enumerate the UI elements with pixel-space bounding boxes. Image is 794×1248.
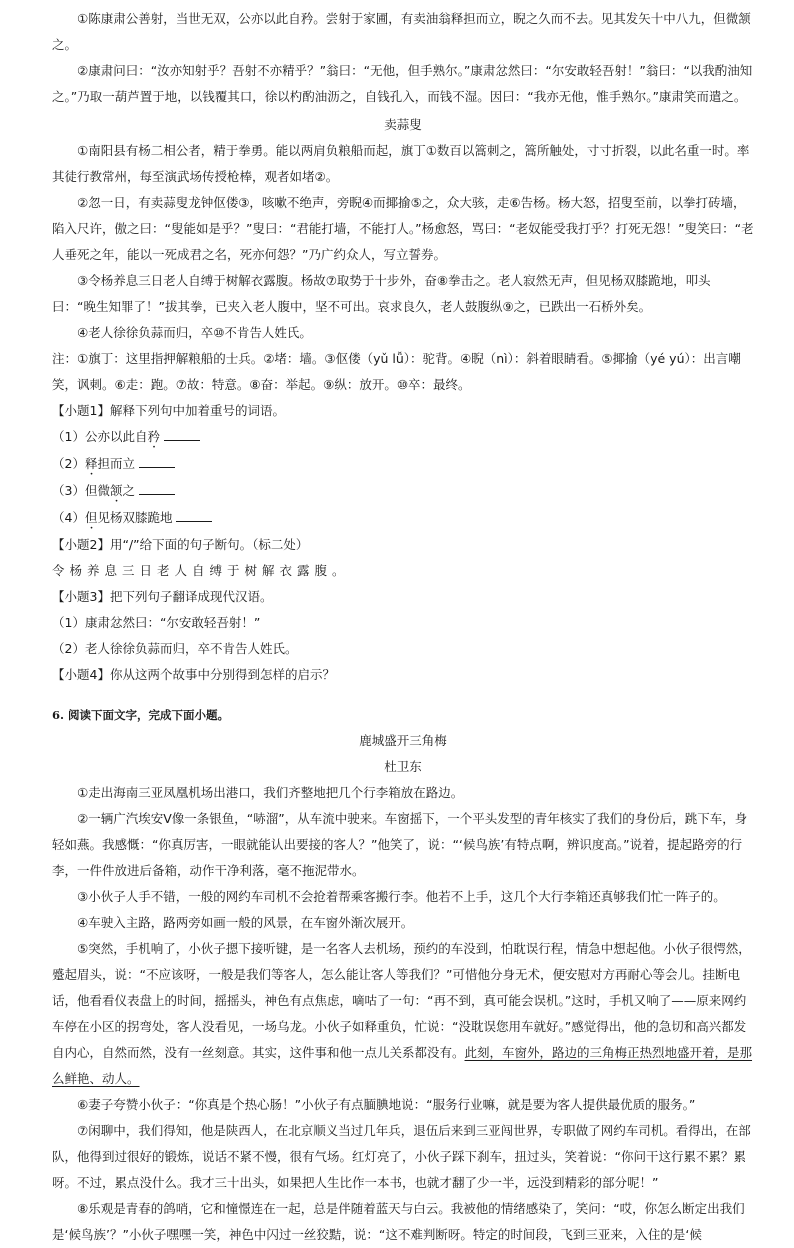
question-2: 【小题2】用“/”给下面的句子断句。（标二处） [52, 537, 309, 552]
emphasized-word: 颔 [109, 483, 123, 498]
story2-notes: 注：①旗丁：这里指押解粮船的士兵。②堵：墙。③伛偻（yǔ lǚ）：驼背。④睨（nì）：斜着眼睛看。⑤揶揄（yé yú）：出言嘲笑，讽刺。⑥走：跑。⑦故：特意。⑧奋：举起。⑨纵：放开。⑩卒：最终。 [52, 351, 741, 392]
article-paragraph-6: ⑥妻子夸赞小伙子：“你真是个热心肠！”小伙子有点腼腆地说：“服务行业嘛，就是要为客人提供最优质的服务。” [77, 1097, 696, 1112]
article-paragraph-5: ⑤突然，手机响了，小伙子摁下接听键，是一名客人去机场，预约的车没到，怕耽误行程，情急中想起他。小伙子很愕然，蹙起眉头，说：“不应该呀，一般是我们等客人，怎么能让客人等我们？”可惜他分身无术，便安慰对方再耐心等会儿。挂断电话，他看看仪表盘上的时间，摇摇头，神色有点焦虑，嘀咕了一句：“再不到，真可能会误机。”这时，手机又响了——原来网约车停在小区的拐弯处，客人没看见，一场乌龙。小伙子如释重负，忙说：“没耽误您用车就好。”感觉得出，他的急切和高兴都发自内心，自然而然，没有一丝刻意。其实，这件事和他一点儿关系都没有。此刻，车窗外，路边的三角梅正热烈地盛开着，是那么鲜艳、动人。 [52, 941, 753, 1086]
answer-blank[interactable] [176, 509, 212, 522]
article-paragraph-3: ③小伙子人手不错，一般的网约车司机不会抢着帮乘客搬行李。他若不上手，这几个大行李箱还真够我们忙一阵子的。 [77, 889, 726, 904]
article-paragraph-8: ⑧乐观是青春的鸽哨，它和憧憬连在一起，总是伴随着蓝天与白云。我被他的情绪感染了，笑问：“哎，你怎么断定出我们是‘候鸟族’？”小伙子嘿嘿一笑，神色中闪过一丝狡黠，说：“这不难判断呀。特定的时间段，飞到三亚来，入住的是‘候 [52, 1201, 745, 1242]
emphasized-word: 矜 [147, 429, 160, 444]
question-1-item-3: （3）但微颔之 [52, 478, 754, 505]
answer-blank[interactable] [139, 455, 175, 468]
story2-title: 卖蒜叟 [384, 117, 422, 132]
story2-paragraph-3: ③令杨养息三日老人自缚于树解衣露腹。杨故⑦取势于十步外，奋⑧拳击之。老人寂然无声，但见杨双膝跪地，叩头曰：“晚生知罪了！”拔其拳，已夹入老人腹中，坚不可出。哀求良久，老人鼓腹纵⑨之，已跌出一石桥外矣。 [52, 273, 711, 314]
story2-paragraph-4: ④老人徐徐负蒜而归，卒⑩不肯告人姓氏。 [77, 325, 312, 340]
answer-blank[interactable] [139, 482, 175, 495]
emphasized-word: 释 [84, 456, 98, 471]
underlined-sentence: 此刻，车窗外，路边的三角梅正热烈地盛开着，是那么鲜艳、动人。 [52, 1045, 753, 1086]
article-title: 鹿城盛开三角梅 [359, 733, 447, 748]
question-3-item-2: （2）老人徐徐负蒜而归，卒不肯告人姓氏。 [52, 641, 298, 656]
story1-paragraph-1: ①陈康肃公善射，当世无双，公亦以此自矜。尝射于家圃，有卖油翁释担而立，睨之久而不去。见其发矢十中八九，但微颔之。 [52, 11, 751, 52]
question-3: 【小题3】把下列句子翻译成现代汉语。 [52, 589, 273, 604]
question-4: 【小题4】你从这两个故事中分别得到怎样的启示？ [52, 667, 335, 682]
answer-blank[interactable] [164, 428, 200, 441]
section-6-heading: 6. 阅读下面文字，完成下面小题。 [52, 708, 230, 722]
emphasized-word: 但 [84, 510, 98, 525]
question-1: 【小题1】解释下列句中加着重号的词语。 [52, 403, 285, 418]
article-paragraph-2: ②一辆广汽埃安V像一条银鱼，“哧溜”，从车流中驶来。车窗摇下，一个平头发型的青年核实了我们的身份后，跳下车，身轻如燕。我感慨：“你真厉害，一眼就能认出要接的客人？”他笑了，说：“‘候鸟族’有特点啊，辨识度高。”说着，提起路旁的行李，一件件放进后备箱，动作干净利落，毫不拖泥带水。 [52, 811, 748, 878]
article-paragraph-4: ④车驶入主路，路两旁如画一般的风景，在车窗外渐次展开。 [77, 915, 414, 930]
question-3-item-1: （1）康肃忿然曰：“尔安敢轻吾射！” [52, 615, 261, 630]
article-paragraph-1: ①走出海南三亚凤凰机场出港口，我们齐整地把几个行李箱放在路边。 [77, 785, 464, 800]
article-paragraph-7: ⑦闲聊中，我们得知，他是陕西人，在北京顺义当过几年兵，退伍后来到三亚闯世界，专职做了网约车司机。看得出，在部队，他得到过很好的锻炼，说话不紧不慢，很有气场。红灯亮了，小伙子踩下刹车，扭过头，笑着说：“你问干这行累不累？累呀。不过，累点没什么。我才三十出头，如果把人生比作一本书，也就才翻了少一半，远没到精彩的部分呢！” [52, 1123, 751, 1190]
question-1-item-2: （2）释担而立 [52, 451, 754, 478]
story2-paragraph-1: ①南阳县有杨二相公者，精于拳勇。能以两肩负粮船而起，旗丁①数百以篙刺之，篙所触处，寸寸折裂，以此名重一时。率其徒行教常州，每至演武场传授枪棒，观者如堵②。 [52, 143, 750, 184]
story2-paragraph-2: ②忽一日，有卖蒜叟龙钟伛偻③，咳嗽不绝声，旁睨④而揶揄⑤之，众大骇，走⑥告杨。杨大怒，招叟至前，以拳打砖墙，陷入尺许，傲之曰：“叟能如是乎？”叟曰：“君能打墙，不能打人。”杨愈怒，骂曰：“老奴能受我打乎？打死无怨！”叟笑曰：“老人垂死之年，能以一死成君之名，死亦何怨？”乃广约众人，写立誓券。 [52, 195, 754, 262]
article-author: 杜卫东 [384, 759, 422, 774]
question-1-item-4: （4）但见杨双膝跪地 [52, 505, 754, 532]
question-1-item-1: （1）公亦以此自矜 [52, 424, 754, 451]
story1-paragraph-2: ②康肃问曰：“汝亦知射乎？吾射不亦精乎？”翁曰：“无他，但手熟尔。”康肃忿然曰：“尔安敢轻吾射！”翁曰：“以我酌油知之。”乃取一葫芦置于地，以钱覆其口，徐以杓酌油沥之，自钱孔入，而钱不湿。因曰：“我亦无他，惟手熟尔。”康肃笑而遣之。 [52, 63, 753, 104]
question-2-sentence: 令杨养息三日老人自缚于树解衣露腹。 [52, 563, 350, 578]
